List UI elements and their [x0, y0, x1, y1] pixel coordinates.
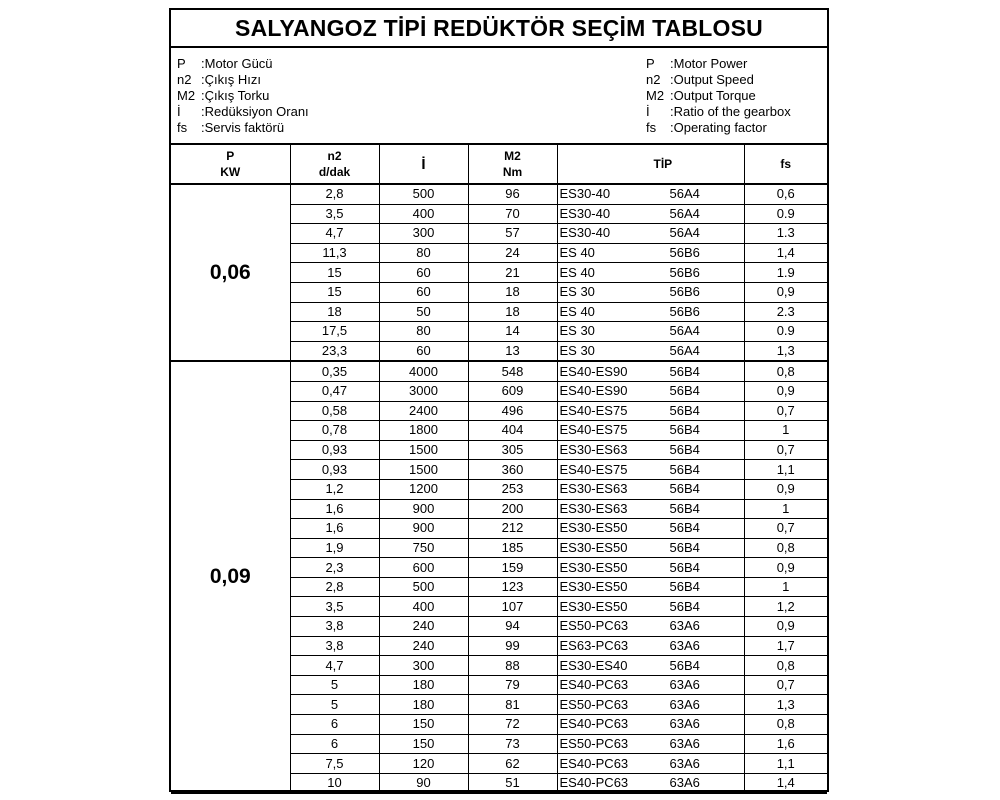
header-power: P KW — [171, 145, 290, 184]
legend — [171, 48, 827, 145]
service-factor-cell: 0.9 — [744, 204, 827, 224]
type-cell — [557, 243, 744, 263]
legend-description: :Ratio of the gearbox — [670, 104, 791, 119]
motor-model: 63A6 — [669, 735, 700, 751]
type-cell — [557, 263, 744, 283]
legend-abbreviation: İ — [177, 104, 181, 119]
gearbox-model: ES40-PC63 — [559, 755, 629, 771]
output-speed-cell: 15 — [290, 282, 379, 302]
output-torque-cell: 79 — [468, 675, 557, 695]
output-torque-cell: 88 — [468, 656, 557, 676]
output-torque-cell: 159 — [468, 558, 557, 578]
output-torque-cell: 99 — [468, 636, 557, 656]
service-factor-cell: 1,4 — [744, 773, 827, 793]
gearbox-model: ES30-ES50 — [559, 520, 628, 536]
type-cell — [557, 479, 744, 499]
gearbox-model: ES50-PC63 — [559, 618, 629, 634]
output-speed-cell: 4,7 — [290, 656, 379, 676]
ratio-cell: 120 — [379, 754, 468, 774]
gearbox-model: ES40-PC63 — [559, 775, 629, 791]
ratio-cell: 400 — [379, 597, 468, 617]
ratio-cell: 150 — [379, 715, 468, 735]
motor-model: 56B4 — [669, 559, 700, 575]
service-factor-cell: 1,1 — [744, 754, 827, 774]
output-speed-cell: 3,8 — [290, 617, 379, 637]
gearbox-model: ES63-PC63 — [559, 637, 629, 653]
legend-abbreviation: P — [646, 56, 655, 71]
type-cell — [557, 519, 744, 539]
output-speed-cell: 11,3 — [290, 243, 379, 263]
motor-power-cell: 0,06 — [171, 184, 290, 361]
motor-model: 56B4 — [669, 539, 700, 555]
gearbox-model: ES40-ES90 — [559, 383, 628, 399]
motor-model: 56B6 — [669, 284, 700, 300]
motor-model: 63A6 — [669, 716, 700, 732]
service-factor-cell: 0,7 — [744, 401, 827, 421]
motor-model: 63A6 — [669, 755, 700, 771]
gearbox-model: ES30-ES50 — [559, 559, 628, 575]
gearbox-model: ES30-40 — [559, 225, 611, 241]
legend-abbreviation: P — [177, 56, 186, 71]
service-factor-cell: 0,9 — [744, 381, 827, 401]
ratio-cell: 90 — [379, 773, 468, 793]
gearbox-model: ES30-ES50 — [559, 579, 628, 595]
gearbox-model: ES30-40 — [559, 205, 611, 221]
ratio-cell: 900 — [379, 499, 468, 519]
table-body — [171, 184, 827, 793]
output-torque-cell: 72 — [468, 715, 557, 735]
output-torque-cell: 123 — [468, 577, 557, 597]
output-speed-cell: 1,2 — [290, 479, 379, 499]
legend-abbreviation: M2 — [646, 88, 665, 103]
ratio-cell: 60 — [379, 282, 468, 302]
legend-abbreviation: fs — [177, 120, 188, 135]
motor-model: 56B4 — [669, 422, 700, 438]
gearbox-model: ES40-ES90 — [559, 363, 628, 379]
output-torque-cell: 185 — [468, 538, 557, 558]
type-cell — [557, 695, 744, 715]
motor-model: 63A6 — [669, 677, 700, 693]
type-cell — [557, 675, 744, 695]
output-torque-cell: 81 — [468, 695, 557, 715]
ratio-cell: 2400 — [379, 401, 468, 421]
output-speed-cell: 18 — [290, 302, 379, 322]
ratio-cell: 60 — [379, 263, 468, 283]
output-torque-cell: 305 — [468, 440, 557, 460]
gearbox-model: ES40-ES75 — [559, 461, 628, 477]
gearbox-model: ES30-ES40 — [559, 657, 628, 673]
legend-abbreviation: M2 — [177, 88, 196, 103]
type-cell — [557, 224, 744, 244]
legend-description: :Çıkış Hızı — [201, 72, 261, 87]
legend-abbreviation: n2 — [646, 72, 661, 87]
output-speed-cell: 2,8 — [290, 184, 379, 204]
gearbox-model: ES30-ES50 — [559, 598, 628, 614]
ratio-cell: 400 — [379, 204, 468, 224]
output-speed-cell: 3,8 — [290, 636, 379, 656]
service-factor-cell: 1.3 — [744, 224, 827, 244]
output-speed-cell: 1,6 — [290, 519, 379, 539]
motor-model: 56B4 — [669, 461, 700, 477]
output-speed-cell: 23,3 — [290, 341, 379, 361]
legend-description: :Operating factor — [670, 120, 767, 135]
service-factor-cell: 0,8 — [744, 538, 827, 558]
ratio-cell: 80 — [379, 322, 468, 342]
ratio-cell: 80 — [379, 243, 468, 263]
type-cell — [557, 282, 744, 302]
legend-description: :Redüksiyon Oranı — [201, 104, 309, 119]
legend-item — [646, 104, 791, 120]
page-title: SALYANGOZ TİPİ REDÜKTÖR SEÇİM TABLOSU — [171, 10, 827, 48]
type-cell — [557, 204, 744, 224]
header-output-speed: n2 d/dak — [290, 145, 379, 184]
service-factor-cell: 2.3 — [744, 302, 827, 322]
output-speed-cell: 2,8 — [290, 577, 379, 597]
output-torque-cell: 13 — [468, 341, 557, 361]
output-speed-cell: 1,6 — [290, 499, 379, 519]
motor-model: 56B6 — [669, 303, 700, 319]
type-cell — [557, 715, 744, 735]
gearbox-model: ES50-PC63 — [559, 735, 629, 751]
table-header-row — [171, 145, 827, 184]
type-cell — [557, 773, 744, 793]
motor-model: 63A6 — [669, 775, 700, 791]
service-factor-cell: 1,4 — [744, 243, 827, 263]
ratio-cell: 3000 — [379, 381, 468, 401]
legend-item — [646, 120, 791, 136]
type-cell — [557, 617, 744, 637]
output-torque-cell: 496 — [468, 401, 557, 421]
gearbox-model: ES40-ES75 — [559, 402, 628, 418]
motor-model: 56B4 — [669, 598, 700, 614]
legend-description: :Motor Power — [670, 56, 748, 71]
type-cell — [557, 754, 744, 774]
motor-model: 56B4 — [669, 481, 700, 497]
gearbox-model: ES 40 — [559, 303, 595, 319]
output-speed-cell: 15 — [290, 263, 379, 283]
type-cell — [557, 734, 744, 754]
output-torque-cell: 94 — [468, 617, 557, 637]
ratio-cell: 1800 — [379, 421, 468, 441]
gearbox-model: ES30-ES50 — [559, 539, 628, 555]
service-factor-cell: 1,2 — [744, 597, 827, 617]
output-torque-cell: 200 — [468, 499, 557, 519]
output-speed-cell: 6 — [290, 734, 379, 754]
service-factor-cell: 0,7 — [744, 675, 827, 695]
motor-model: 56A4 — [669, 343, 700, 359]
ratio-cell: 1500 — [379, 440, 468, 460]
ratio-cell: 300 — [379, 224, 468, 244]
type-cell — [557, 440, 744, 460]
output-speed-cell: 3,5 — [290, 204, 379, 224]
output-torque-cell: 96 — [468, 184, 557, 204]
header-type: TİP — [557, 145, 744, 184]
output-speed-cell: 4,7 — [290, 224, 379, 244]
type-cell — [557, 381, 744, 401]
ratio-cell: 300 — [379, 656, 468, 676]
output-torque-cell: 253 — [468, 479, 557, 499]
table-row — [171, 184, 827, 204]
motor-model: 56B4 — [669, 442, 700, 458]
type-cell — [557, 401, 744, 421]
gearbox-model: ES 30 — [559, 343, 595, 359]
output-speed-cell: 5 — [290, 695, 379, 715]
legend-item — [646, 88, 791, 104]
motor-model: 63A6 — [669, 637, 700, 653]
legend-item — [646, 72, 791, 88]
legend-description: :Çıkış Torku — [201, 88, 270, 103]
service-factor-cell: 0,6 — [744, 184, 827, 204]
service-factor-cell: 1 — [744, 421, 827, 441]
type-cell — [557, 361, 744, 381]
output-speed-cell: 0,47 — [290, 381, 379, 401]
type-cell — [557, 302, 744, 322]
output-torque-cell: 548 — [468, 361, 557, 381]
type-cell — [557, 636, 744, 656]
ratio-cell: 1500 — [379, 460, 468, 480]
output-torque-cell: 18 — [468, 282, 557, 302]
ratio-cell: 900 — [379, 519, 468, 539]
service-factor-cell: 0,7 — [744, 519, 827, 539]
output-torque-cell: 51 — [468, 773, 557, 793]
header-output-torque: M2 Nm — [468, 145, 557, 184]
service-factor-cell: 0,8 — [744, 361, 827, 381]
legend-item — [177, 56, 309, 72]
gearbox-model: ES 40 — [559, 264, 595, 280]
motor-model: 56B4 — [669, 363, 700, 379]
type-cell — [557, 558, 744, 578]
ratio-cell: 50 — [379, 302, 468, 322]
service-factor-cell: 1,3 — [744, 341, 827, 361]
legend-abbreviation: İ — [646, 104, 650, 119]
gearbox-model: ES40-PC63 — [559, 677, 629, 693]
motor-model: 56A4 — [669, 205, 700, 221]
ratio-cell: 240 — [379, 617, 468, 637]
motor-model: 56B4 — [669, 402, 700, 418]
header-ratio: İ — [379, 145, 468, 184]
ratio-cell: 240 — [379, 636, 468, 656]
output-torque-cell: 107 — [468, 597, 557, 617]
legend-abbreviation: n2 — [177, 72, 192, 87]
legend-item — [177, 72, 309, 88]
ratio-cell: 150 — [379, 734, 468, 754]
output-torque-cell: 404 — [468, 421, 557, 441]
output-torque-cell: 57 — [468, 224, 557, 244]
service-factor-cell: 1,7 — [744, 636, 827, 656]
type-cell — [557, 499, 744, 519]
output-speed-cell: 0,93 — [290, 440, 379, 460]
gearbox-model: ES30-ES63 — [559, 442, 628, 458]
legend-english — [646, 56, 791, 136]
gearbox-model: ES40-ES75 — [559, 422, 628, 438]
type-cell — [557, 421, 744, 441]
output-torque-cell: 18 — [468, 302, 557, 322]
service-factor-cell: 0,7 — [744, 440, 827, 460]
motor-model: 56B4 — [669, 383, 700, 399]
selection-table-sheet — [169, 8, 829, 792]
gearbox-model: ES30-40 — [559, 186, 611, 202]
output-torque-cell: 73 — [468, 734, 557, 754]
type-cell — [557, 322, 744, 342]
service-factor-cell: 0,8 — [744, 656, 827, 676]
motor-power-cell: 0,09 — [171, 361, 290, 793]
ratio-cell: 500 — [379, 184, 468, 204]
legend-description: :Motor Gücü — [201, 56, 273, 71]
output-speed-cell: 0,58 — [290, 401, 379, 421]
header-service-factor: fs — [744, 145, 827, 184]
motor-model: 56B6 — [669, 245, 700, 261]
motor-model: 56B4 — [669, 657, 700, 673]
type-cell — [557, 184, 744, 204]
service-factor-cell: 0,9 — [744, 558, 827, 578]
service-factor-cell: 1 — [744, 577, 827, 597]
motor-model: 56B4 — [669, 520, 700, 536]
output-speed-cell: 10 — [290, 773, 379, 793]
output-speed-cell: 6 — [290, 715, 379, 735]
output-speed-cell: 0,93 — [290, 460, 379, 480]
legend-item — [177, 120, 309, 136]
table-row — [171, 361, 827, 381]
legend-turkish — [177, 56, 309, 136]
type-cell — [557, 577, 744, 597]
output-torque-cell: 14 — [468, 322, 557, 342]
output-torque-cell: 70 — [468, 204, 557, 224]
service-factor-cell: 1,3 — [744, 695, 827, 715]
service-factor-cell: 1 — [744, 499, 827, 519]
ratio-cell: 500 — [379, 577, 468, 597]
gearbox-selection-table — [171, 145, 827, 794]
legend-description: :Servis faktörü — [201, 120, 285, 135]
gearbox-model: ES40-PC63 — [559, 716, 629, 732]
motor-model: 56B6 — [669, 264, 700, 280]
service-factor-cell: 1,6 — [744, 734, 827, 754]
output-speed-cell: 17,5 — [290, 322, 379, 342]
service-factor-cell: 1,1 — [744, 460, 827, 480]
ratio-cell: 750 — [379, 538, 468, 558]
legend-description: :Output Torque — [670, 88, 756, 103]
legend-item — [646, 56, 791, 72]
output-speed-cell: 0,35 — [290, 361, 379, 381]
type-cell — [557, 341, 744, 361]
output-speed-cell: 2,3 — [290, 558, 379, 578]
output-speed-cell: 3,5 — [290, 597, 379, 617]
motor-model: 56B4 — [669, 579, 700, 595]
ratio-cell: 60 — [379, 341, 468, 361]
service-factor-cell: 0,9 — [744, 282, 827, 302]
type-cell — [557, 656, 744, 676]
motor-model: 63A6 — [669, 618, 700, 634]
output-torque-cell: 62 — [468, 754, 557, 774]
ratio-cell: 600 — [379, 558, 468, 578]
ratio-cell: 180 — [379, 695, 468, 715]
legend-item — [177, 88, 309, 104]
ratio-cell: 180 — [379, 675, 468, 695]
service-factor-cell: 0,8 — [744, 715, 827, 735]
motor-model: 56A4 — [669, 225, 700, 241]
gearbox-model: ES 30 — [559, 323, 595, 339]
service-factor-cell: 1.9 — [744, 263, 827, 283]
type-cell — [557, 460, 744, 480]
service-factor-cell: 0,9 — [744, 479, 827, 499]
output-torque-cell: 21 — [468, 263, 557, 283]
motor-model: 56B4 — [669, 500, 700, 516]
output-speed-cell: 7,5 — [290, 754, 379, 774]
output-torque-cell: 360 — [468, 460, 557, 480]
gearbox-model: ES 40 — [559, 245, 595, 261]
output-speed-cell: 0,78 — [290, 421, 379, 441]
output-speed-cell: 5 — [290, 675, 379, 695]
motor-model: 56A4 — [669, 323, 700, 339]
motor-model: 63A6 — [669, 696, 700, 712]
type-cell — [557, 538, 744, 558]
legend-description: :Output Speed — [670, 72, 754, 87]
service-factor-cell: 0,9 — [744, 617, 827, 637]
output-speed-cell: 1,9 — [290, 538, 379, 558]
output-torque-cell: 24 — [468, 243, 557, 263]
gearbox-model: ES30-ES63 — [559, 500, 628, 516]
service-factor-cell: 0.9 — [744, 322, 827, 342]
output-torque-cell: 212 — [468, 519, 557, 539]
gearbox-model: ES 30 — [559, 284, 595, 300]
legend-item — [177, 104, 309, 120]
motor-model: 56A4 — [669, 186, 700, 202]
ratio-cell: 1200 — [379, 479, 468, 499]
ratio-cell: 4000 — [379, 361, 468, 381]
gearbox-model: ES30-ES63 — [559, 481, 628, 497]
gearbox-model: ES50-PC63 — [559, 696, 629, 712]
output-torque-cell: 609 — [468, 381, 557, 401]
legend-abbreviation: fs — [646, 120, 657, 135]
type-cell — [557, 597, 744, 617]
